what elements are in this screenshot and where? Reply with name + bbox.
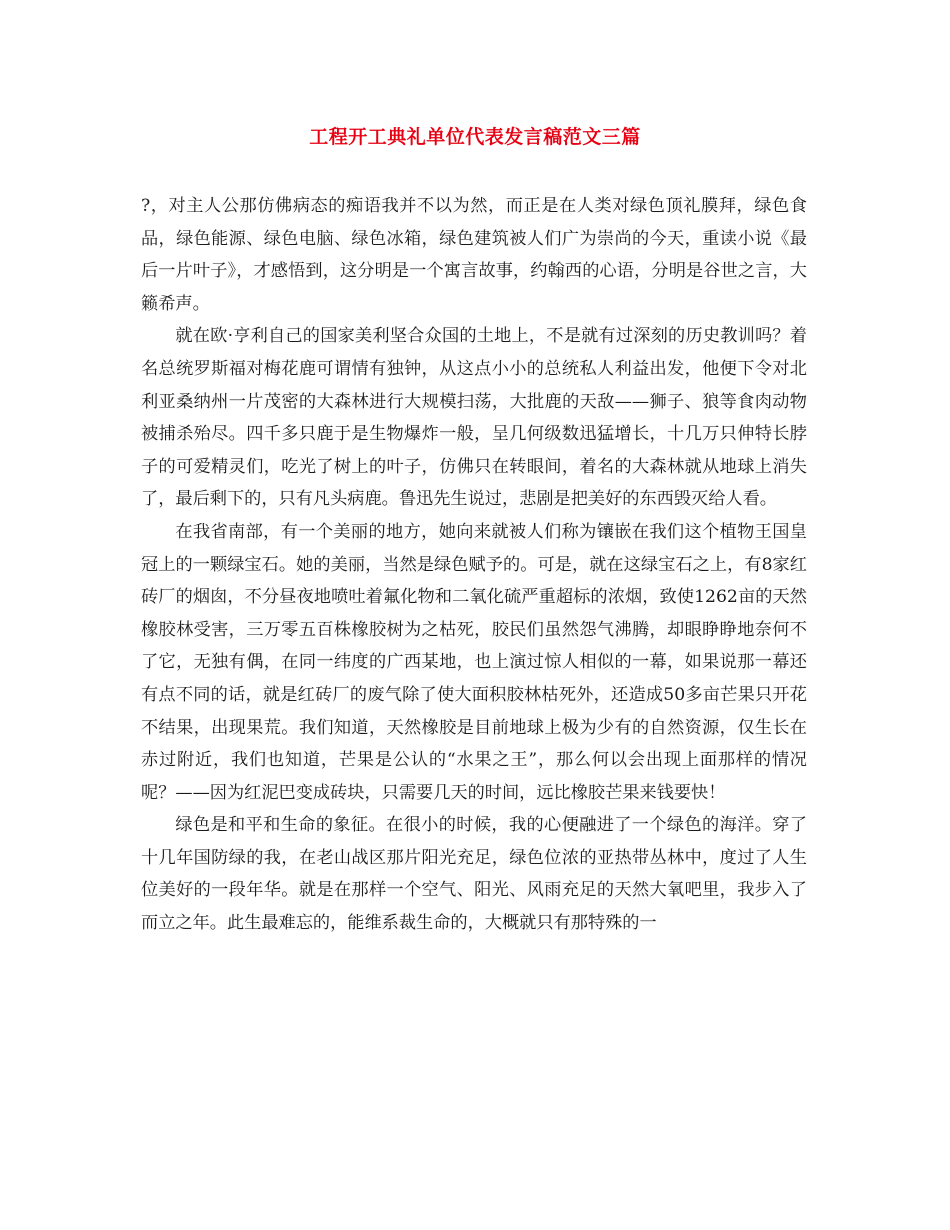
- document-title: 工程开工典礼单位代表发言稿范文三篇: [309, 126, 641, 148]
- paragraph-1: ?，对主人公那仿佛病态的痴语我并不以为然，而正是在人类对绿色顶礼膜拜，绿色食品，绿色能源、绿色电脑、绿色冰箱，绿色建筑被人们广为崇尚的今天，重读小说《最后一片叶子》，才感悟到，这分明是一个寓言故事，约翰西的心语，分明是谷世之言，大籁希声。: [141, 196, 807, 314]
- paragraph-2: 就在欧·亨利自己的国家美利坚合众国的土地上，不是就有过深刻的历史教训吗？着名总统罗斯福对梅花鹿可谓情有独钟，从这点小小的总统私人利益出发，他便下令对北利亚桑纳州一片茂密的大森林进行大规模扫荡，大批鹿的天敌——狮子、狼等食肉动物被捕杀殆尽。四千多只鹿于是生物爆炸一般，呈几何级数迅猛增长，十几万只伸特长脖子的可爱精灵们，吃光了树上的叶子，仿佛只在转眼间，着名的大森林就从地球上消失了，最后剩下的，只有凡头病鹿。鲁迅先生说过，悲剧是把美好的东西毁灭给人看。: [141, 326, 807, 510]
- paragraph-3: 在我省南部，有一个美丽的地方，她向来就被人们称为镶嵌在我们这个植物王国皇冠上的一颗绿宝石。她的美丽，当然是绿色赋予的。可是，就在这绿宝石之上，有8家红砖厂的烟囱，不分昼夜地喷吐着氟化物和二氧化硫严重超标的浓烟，致使1262亩的天然橡胶林受害，三万零五百株橡胶树为之枯死，胶民们虽然怨气沸腾，却眼睁睁地奈何不了它，无独有偶，在同一纬度的广西某地，也上演过惊人相似的一幕，如果说那一幕还有点不同的话，就是红砖厂的废气除了使大面积胶林枯死外，还造成50多亩芒果只开花不结果，出现果荒。我们知道，天然橡胶是目前地球上极为少有的自然资源，仅生长在赤过附近，我们也知道，芒果是公认的“水果之王”，那么何以会出现上面那样的情况呢？——因为红泥巴变成砖块，只需要几天的时间，远比橡胶芒果来钱要快！: [141, 521, 807, 803]
- document-body: [141, 190, 807, 940]
- paragraph-4: 绿色是和平和生命的象征。在很小的时候，我的心便融进了一个绿色的海洋。穿了十几年国防绿的我，在老山战区那片阳光充足，绿色位浓的亚热带丛林中，度过了人生位美好的一段年华。就是在那样一个空气、阳光、风雨充足的天然大氧吧里，我步入了而立之年。此生最难忘的，能维系裁生命的，大概就只有那特殊的一: [141, 815, 807, 934]
